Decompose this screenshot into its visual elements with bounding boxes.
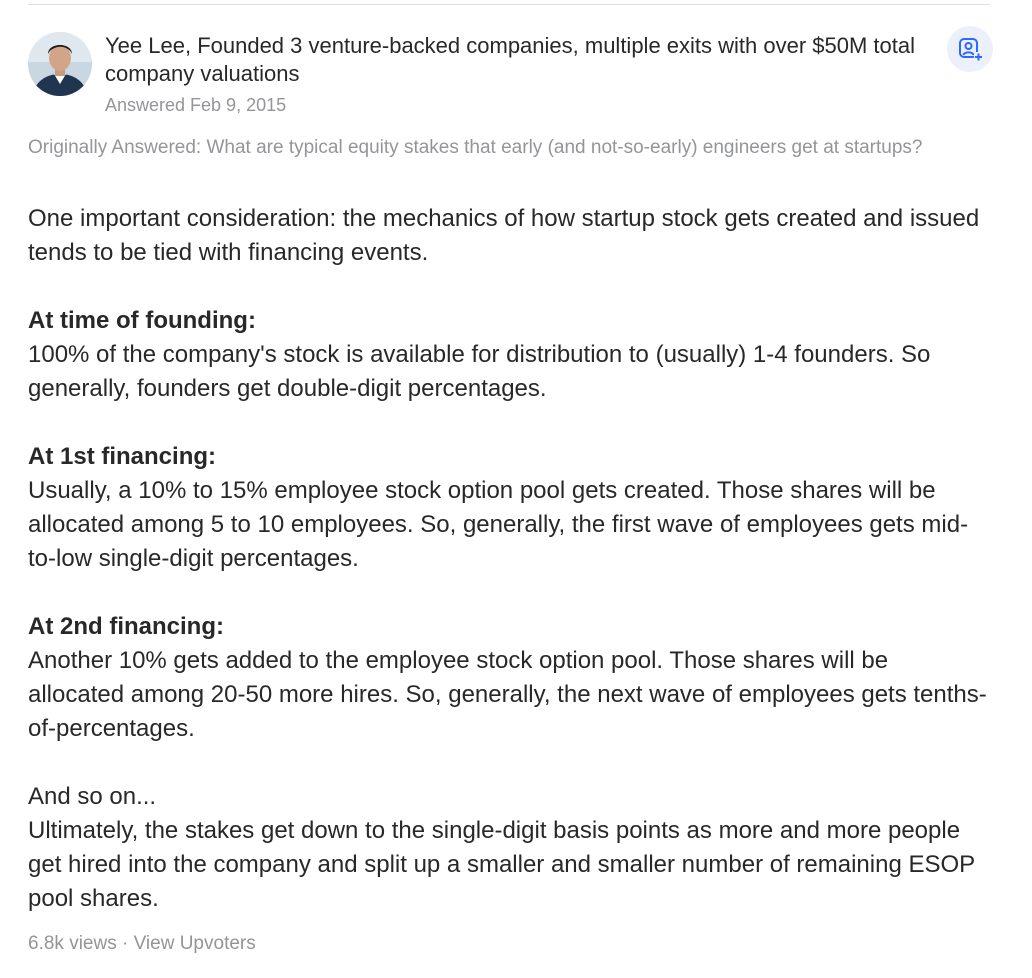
avatar[interactable]: [28, 32, 92, 96]
section-body: 100% of the company's stock is available for distribution to (usually) 1-4 founders. So generally, founders get double-digit percentages.: [28, 341, 931, 402]
section-heading: At 2nd financing:: [28, 613, 224, 640]
answer-outro: [28, 780, 990, 916]
avatar-photo: [28, 32, 92, 96]
section-second-financing: [28, 610, 990, 746]
answer-body: [28, 202, 990, 916]
section-first-financing: [28, 440, 990, 576]
view-count: 6.8k views: [28, 933, 117, 954]
view-upvoters-link[interactable]: View Upvoters: [133, 933, 256, 954]
section-body: Usually, a 10% to 15% employee stock option pool gets created. Those shares will be allocated among 5 to 10 employees. So, generally, the first wave of employees gets mid-to-low single-digit percentages.: [28, 477, 969, 572]
author-line: Yee Lee, Founded 3 venture-backed companies, multiple exits with over $50M total company valuations: [105, 33, 916, 86]
author-name[interactable]: Yee Lee: [105, 33, 185, 58]
author-credential: Founded 3 venture-backed companies, multiple exits with over $50M total company valuations: [105, 33, 916, 86]
section-heading: At 1st financing:: [28, 443, 217, 470]
footer-separator: ·: [121, 933, 129, 954]
answer-intro: One important consideration: the mechanics of how startup stock gets created and issued tends to be tied with financing events.: [28, 205, 980, 266]
outro-conclusion: Ultimately, the stakes get down to the single-digit basis points as more and more people get hired into the company and split up a smaller and smaller number of remaining ESOP pool shares.: [28, 817, 975, 912]
outro-line: And so on...: [28, 783, 157, 810]
paragraph-gap: [28, 576, 990, 610]
section-heading: At time of founding:: [28, 307, 256, 334]
answered-date[interactable]: Answered Feb 9, 2015: [105, 95, 287, 115]
section-body: Another 10% gets added to the employee stock option pool. Those shares will be allocated among 20-50 more hires. So, generally, the next wave of employees gets tenths-of-percentages.: [28, 647, 987, 742]
add-person-icon: [957, 36, 983, 62]
paragraph-gap: [28, 746, 990, 780]
original-question[interactable]: Originally Answered: What are typical equity stakes that early (and not-so-early) engineers get at startups?: [28, 137, 923, 158]
section-founding: [28, 304, 990, 406]
paragraph-gap: [28, 270, 990, 304]
paragraph-gap: [28, 406, 990, 440]
follow-author-button[interactable]: [947, 26, 993, 72]
author-block: [105, 32, 935, 117]
top-divider: [28, 4, 990, 5]
answer-header: [28, 32, 990, 120]
answer-footer: [28, 931, 256, 957]
